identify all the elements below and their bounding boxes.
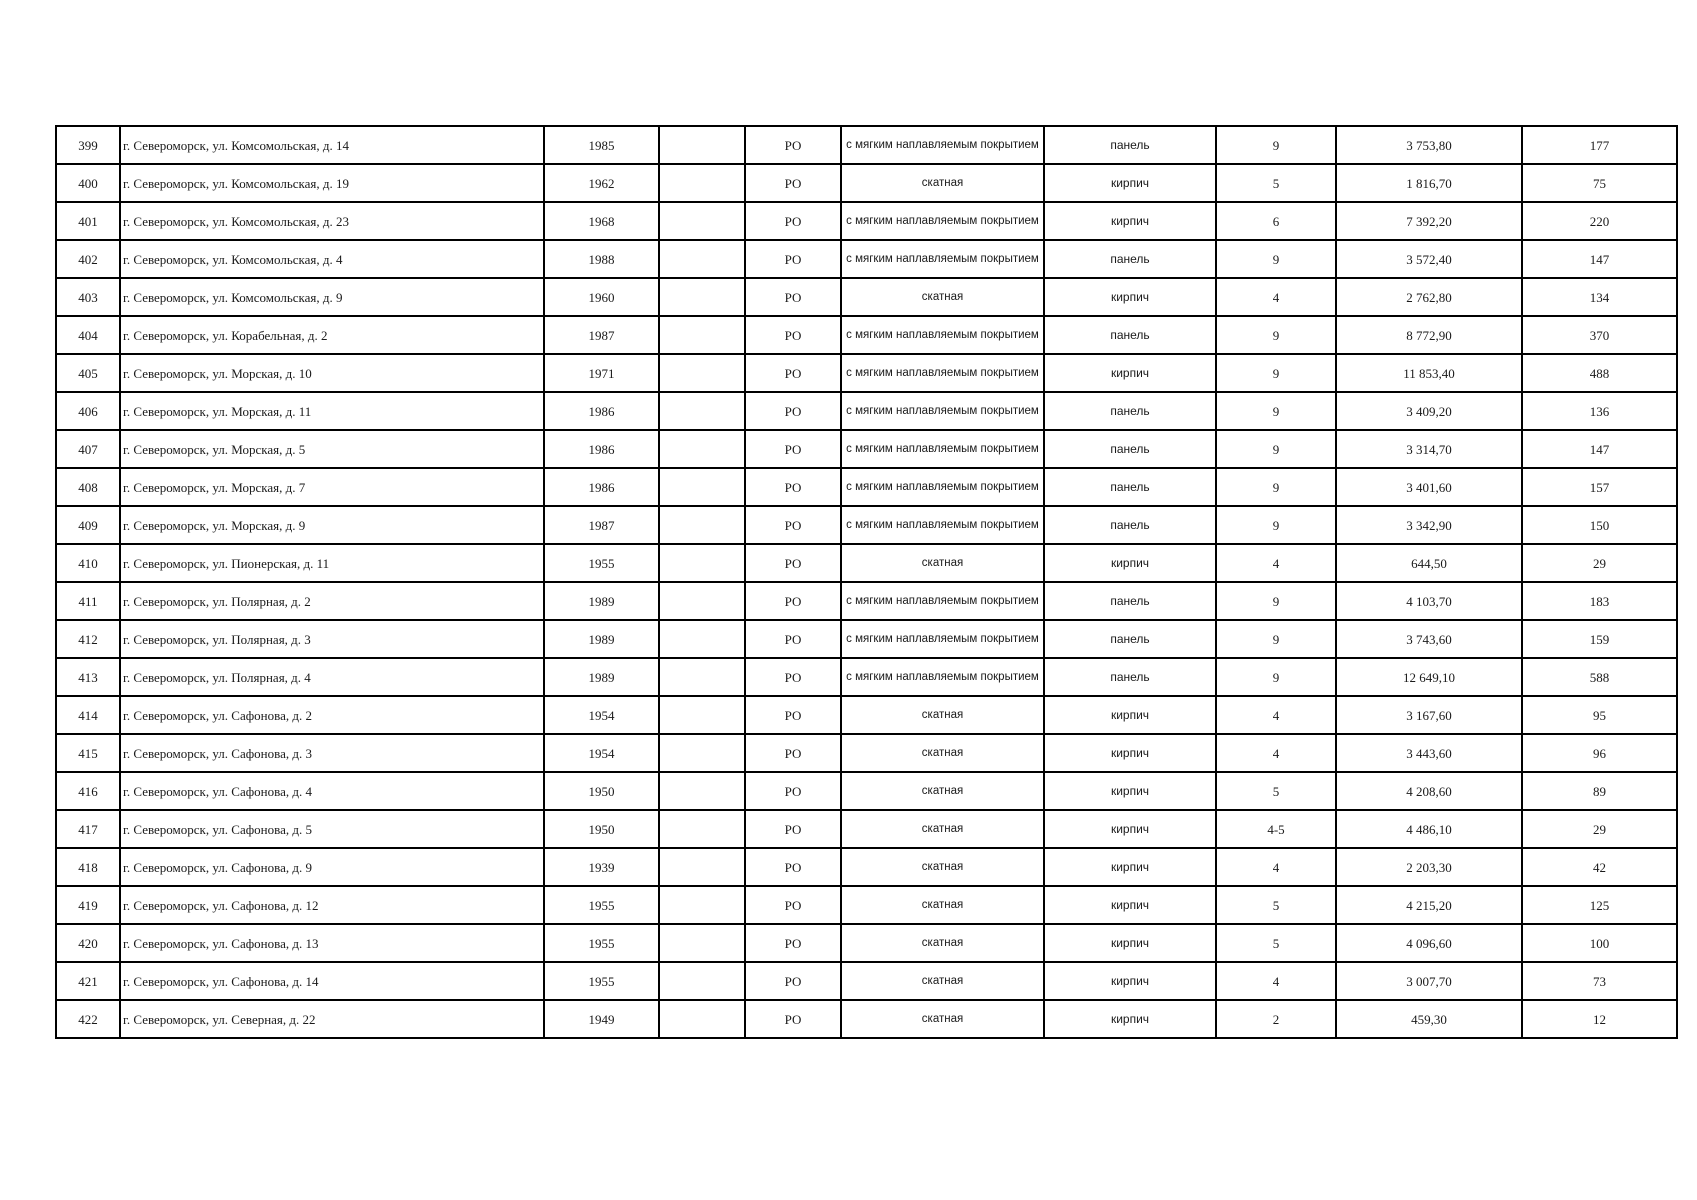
program-cell: РО: [745, 316, 841, 354]
residents-cell: 147: [1522, 430, 1677, 468]
wall-material-cell: панель: [1044, 240, 1216, 278]
address-cell: г. Североморск, ул. Морская, д. 5: [120, 430, 544, 468]
area-cell: 3 167,60: [1336, 696, 1522, 734]
program-cell: РО: [745, 848, 841, 886]
residents-cell: 150: [1522, 506, 1677, 544]
area-cell: 4 215,20: [1336, 886, 1522, 924]
wall-material-cell: кирпич: [1044, 696, 1216, 734]
year-built-cell: 1955: [544, 962, 659, 1000]
empty-cell: [659, 240, 745, 278]
wall-material-cell: панель: [1044, 430, 1216, 468]
year-built-cell: 1950: [544, 772, 659, 810]
row-number-cell: 414: [56, 696, 120, 734]
wall-material-cell: кирпич: [1044, 962, 1216, 1000]
wall-material-cell: кирпич: [1044, 734, 1216, 772]
wall-material-cell: кирпич: [1044, 886, 1216, 924]
table-row: [56, 658, 1677, 696]
year-built-cell: 1954: [544, 734, 659, 772]
empty-cell: [659, 126, 745, 164]
table-row: [56, 810, 1677, 848]
area-cell: 644,50: [1336, 544, 1522, 582]
program-cell: РО: [745, 924, 841, 962]
wall-material-cell: панель: [1044, 582, 1216, 620]
year-built-cell: 1986: [544, 430, 659, 468]
wall-material-cell: кирпич: [1044, 924, 1216, 962]
empty-cell: [659, 582, 745, 620]
program-cell: РО: [745, 392, 841, 430]
year-built-cell: 1949: [544, 1000, 659, 1038]
roof-type-cell: с мягким наплавляемым покрытием: [841, 354, 1044, 392]
area-cell: 3 743,60: [1336, 620, 1522, 658]
program-cell: РО: [745, 696, 841, 734]
floors-cell: 9: [1216, 240, 1336, 278]
area-cell: 4 208,60: [1336, 772, 1522, 810]
floors-cell: 9: [1216, 658, 1336, 696]
roof-type-cell: скатная: [841, 696, 1044, 734]
row-number-cell: 422: [56, 1000, 120, 1038]
wall-material-cell: кирпич: [1044, 848, 1216, 886]
floors-cell: 9: [1216, 620, 1336, 658]
floors-cell: 9: [1216, 468, 1336, 506]
area-cell: 1 816,70: [1336, 164, 1522, 202]
empty-cell: [659, 468, 745, 506]
address-cell: г. Североморск, ул. Морская, д. 11: [120, 392, 544, 430]
residents-cell: 100: [1522, 924, 1677, 962]
program-cell: РО: [745, 202, 841, 240]
residents-cell: 95: [1522, 696, 1677, 734]
roof-type-cell: скатная: [841, 278, 1044, 316]
empty-cell: [659, 1000, 745, 1038]
row-number-cell: 407: [56, 430, 120, 468]
floors-cell: 4: [1216, 848, 1336, 886]
empty-cell: [659, 772, 745, 810]
table-row: [56, 924, 1677, 962]
empty-cell: [659, 620, 745, 658]
year-built-cell: 1971: [544, 354, 659, 392]
row-number-cell: 411: [56, 582, 120, 620]
floors-cell: 4: [1216, 544, 1336, 582]
table-row: [56, 620, 1677, 658]
program-cell: РО: [745, 772, 841, 810]
floors-cell: 9: [1216, 506, 1336, 544]
residents-cell: 75: [1522, 164, 1677, 202]
empty-cell: [659, 544, 745, 582]
program-cell: РО: [745, 620, 841, 658]
area-cell: 459,30: [1336, 1000, 1522, 1038]
year-built-cell: 1986: [544, 468, 659, 506]
row-number-cell: 409: [56, 506, 120, 544]
program-cell: РО: [745, 658, 841, 696]
wall-material-cell: кирпич: [1044, 278, 1216, 316]
year-built-cell: 1955: [544, 544, 659, 582]
area-cell: 4 096,60: [1336, 924, 1522, 962]
year-built-cell: 1989: [544, 582, 659, 620]
roof-type-cell: с мягким наплавляемым покрытием: [841, 316, 1044, 354]
table-row: [56, 696, 1677, 734]
floors-cell: 9: [1216, 316, 1336, 354]
address-cell: г. Североморск, ул. Морская, д. 10: [120, 354, 544, 392]
housing-register-table: [55, 125, 1678, 1039]
year-built-cell: 1988: [544, 240, 659, 278]
program-cell: РО: [745, 886, 841, 924]
row-number-cell: 416: [56, 772, 120, 810]
roof-type-cell: с мягким наплавляемым покрытием: [841, 392, 1044, 430]
roof-type-cell: с мягким наплавляемым покрытием: [841, 582, 1044, 620]
table-row: [56, 962, 1677, 1000]
table-row: [56, 468, 1677, 506]
wall-material-cell: панель: [1044, 126, 1216, 164]
empty-cell: [659, 430, 745, 468]
table-row: [56, 544, 1677, 582]
area-cell: 3 753,80: [1336, 126, 1522, 164]
roof-type-cell: с мягким наплавляемым покрытием: [841, 506, 1044, 544]
address-cell: г. Североморск, ул. Сафонова, д. 4: [120, 772, 544, 810]
empty-cell: [659, 658, 745, 696]
floors-cell: 5: [1216, 924, 1336, 962]
row-number-cell: 415: [56, 734, 120, 772]
table-row: [56, 354, 1677, 392]
wall-material-cell: панель: [1044, 392, 1216, 430]
row-number-cell: 402: [56, 240, 120, 278]
area-cell: 3 572,40: [1336, 240, 1522, 278]
roof-type-cell: с мягким наплавляемым покрытием: [841, 468, 1044, 506]
area-cell: 3 401,60: [1336, 468, 1522, 506]
address-cell: г. Североморск, ул. Полярная, д. 2: [120, 582, 544, 620]
area-cell: 12 649,10: [1336, 658, 1522, 696]
empty-cell: [659, 696, 745, 734]
roof-type-cell: скатная: [841, 164, 1044, 202]
year-built-cell: 1989: [544, 658, 659, 696]
table-row: [56, 734, 1677, 772]
table-row: [56, 506, 1677, 544]
roof-type-cell: скатная: [841, 772, 1044, 810]
row-number-cell: 406: [56, 392, 120, 430]
row-number-cell: 418: [56, 848, 120, 886]
program-cell: РО: [745, 278, 841, 316]
row-number-cell: 413: [56, 658, 120, 696]
area-cell: 7 392,20: [1336, 202, 1522, 240]
floors-cell: 6: [1216, 202, 1336, 240]
area-cell: 3 007,70: [1336, 962, 1522, 1000]
empty-cell: [659, 962, 745, 1000]
program-cell: РО: [745, 506, 841, 544]
roof-type-cell: с мягким наплавляемым покрытием: [841, 658, 1044, 696]
address-cell: г. Североморск, ул. Морская, д. 9: [120, 506, 544, 544]
area-cell: 4 103,70: [1336, 582, 1522, 620]
wall-material-cell: панель: [1044, 658, 1216, 696]
row-number-cell: 419: [56, 886, 120, 924]
program-cell: РО: [745, 240, 841, 278]
residents-cell: 125: [1522, 886, 1677, 924]
residents-cell: 177: [1522, 126, 1677, 164]
row-number-cell: 420: [56, 924, 120, 962]
year-built-cell: 1986: [544, 392, 659, 430]
empty-cell: [659, 392, 745, 430]
row-number-cell: 417: [56, 810, 120, 848]
program-cell: РО: [745, 430, 841, 468]
roof-type-cell: скатная: [841, 886, 1044, 924]
row-number-cell: 403: [56, 278, 120, 316]
residents-cell: 29: [1522, 810, 1677, 848]
area-cell: 11 853,40: [1336, 354, 1522, 392]
table-row: [56, 430, 1677, 468]
year-built-cell: 1985: [544, 126, 659, 164]
area-cell: 2 762,80: [1336, 278, 1522, 316]
address-cell: г. Североморск, ул. Комсомольская, д. 9: [120, 278, 544, 316]
roof-type-cell: с мягким наплавляемым покрытием: [841, 620, 1044, 658]
floors-cell: 4-5: [1216, 810, 1336, 848]
address-cell: г. Североморск, ул. Корабельная, д. 2: [120, 316, 544, 354]
floors-cell: 4: [1216, 696, 1336, 734]
year-built-cell: 1987: [544, 506, 659, 544]
roof-type-cell: с мягким наплавляемым покрытием: [841, 240, 1044, 278]
roof-type-cell: скатная: [841, 848, 1044, 886]
address-cell: г. Североморск, ул. Комсомольская, д. 19: [120, 164, 544, 202]
roof-type-cell: скатная: [841, 810, 1044, 848]
address-cell: г. Североморск, ул. Полярная, д. 4: [120, 658, 544, 696]
area-cell: 8 772,90: [1336, 316, 1522, 354]
program-cell: РО: [745, 962, 841, 1000]
address-cell: г. Североморск, ул. Морская, д. 7: [120, 468, 544, 506]
wall-material-cell: кирпич: [1044, 544, 1216, 582]
floors-cell: 9: [1216, 126, 1336, 164]
empty-cell: [659, 924, 745, 962]
floors-cell: 2: [1216, 1000, 1336, 1038]
empty-cell: [659, 354, 745, 392]
area-cell: 4 486,10: [1336, 810, 1522, 848]
wall-material-cell: кирпич: [1044, 772, 1216, 810]
program-cell: РО: [745, 734, 841, 772]
row-number-cell: 421: [56, 962, 120, 1000]
year-built-cell: 1954: [544, 696, 659, 734]
wall-material-cell: кирпич: [1044, 164, 1216, 202]
residents-cell: 73: [1522, 962, 1677, 1000]
table-row: [56, 278, 1677, 316]
roof-type-cell: скатная: [841, 962, 1044, 1000]
empty-cell: [659, 202, 745, 240]
year-built-cell: 1955: [544, 886, 659, 924]
address-cell: г. Североморск, ул. Сафонова, д. 13: [120, 924, 544, 962]
program-cell: РО: [745, 810, 841, 848]
program-cell: РО: [745, 126, 841, 164]
residents-cell: 488: [1522, 354, 1677, 392]
roof-type-cell: с мягким наплавляемым покрытием: [841, 202, 1044, 240]
floors-cell: 9: [1216, 354, 1336, 392]
program-cell: РО: [745, 582, 841, 620]
wall-material-cell: кирпич: [1044, 1000, 1216, 1038]
empty-cell: [659, 506, 745, 544]
roof-type-cell: с мягким наплавляемым покрытием: [841, 126, 1044, 164]
floors-cell: 5: [1216, 772, 1336, 810]
floors-cell: 4: [1216, 962, 1336, 1000]
address-cell: г. Североморск, ул. Сафонова, д. 3: [120, 734, 544, 772]
residents-cell: 96: [1522, 734, 1677, 772]
floors-cell: 9: [1216, 430, 1336, 468]
wall-material-cell: панель: [1044, 506, 1216, 544]
floors-cell: 5: [1216, 886, 1336, 924]
address-cell: г. Североморск, ул. Северная, д. 22: [120, 1000, 544, 1038]
residents-cell: 159: [1522, 620, 1677, 658]
roof-type-cell: скатная: [841, 734, 1044, 772]
table-row: [56, 240, 1677, 278]
table-row: [56, 164, 1677, 202]
table-row: [56, 392, 1677, 430]
address-cell: г. Североморск, ул. Пионерская, д. 11: [120, 544, 544, 582]
year-built-cell: 1960: [544, 278, 659, 316]
residents-cell: 183: [1522, 582, 1677, 620]
address-cell: г. Североморск, ул. Сафонова, д. 2: [120, 696, 544, 734]
area-cell: 3 342,90: [1336, 506, 1522, 544]
row-number-cell: 400: [56, 164, 120, 202]
table-row: [56, 886, 1677, 924]
year-built-cell: 1968: [544, 202, 659, 240]
address-cell: г. Североморск, ул. Полярная, д. 3: [120, 620, 544, 658]
residents-cell: 147: [1522, 240, 1677, 278]
row-number-cell: 399: [56, 126, 120, 164]
year-built-cell: 1987: [544, 316, 659, 354]
wall-material-cell: кирпич: [1044, 810, 1216, 848]
floors-cell: 4: [1216, 734, 1336, 772]
year-built-cell: 1939: [544, 848, 659, 886]
residents-cell: 12: [1522, 1000, 1677, 1038]
roof-type-cell: скатная: [841, 924, 1044, 962]
wall-material-cell: панель: [1044, 316, 1216, 354]
floors-cell: 4: [1216, 278, 1336, 316]
address-cell: г. Североморск, ул. Сафонова, д. 14: [120, 962, 544, 1000]
row-number-cell: 404: [56, 316, 120, 354]
residents-cell: 89: [1522, 772, 1677, 810]
floors-cell: 9: [1216, 582, 1336, 620]
area-cell: 3 314,70: [1336, 430, 1522, 468]
program-cell: РО: [745, 354, 841, 392]
table-row: [56, 772, 1677, 810]
table-row: [56, 316, 1677, 354]
address-cell: г. Североморск, ул. Комсомольская, д. 14: [120, 126, 544, 164]
empty-cell: [659, 810, 745, 848]
row-number-cell: 410: [56, 544, 120, 582]
table-row: [56, 1000, 1677, 1038]
empty-cell: [659, 848, 745, 886]
wall-material-cell: кирпич: [1044, 354, 1216, 392]
wall-material-cell: панель: [1044, 620, 1216, 658]
residents-cell: 588: [1522, 658, 1677, 696]
year-built-cell: 1962: [544, 164, 659, 202]
residents-cell: 29: [1522, 544, 1677, 582]
program-cell: РО: [745, 468, 841, 506]
residents-cell: 42: [1522, 848, 1677, 886]
program-cell: РО: [745, 1000, 841, 1038]
empty-cell: [659, 734, 745, 772]
roof-type-cell: скатная: [841, 544, 1044, 582]
empty-cell: [659, 886, 745, 924]
program-cell: РО: [745, 544, 841, 582]
empty-cell: [659, 278, 745, 316]
program-cell: РО: [745, 164, 841, 202]
floors-cell: 9: [1216, 392, 1336, 430]
residents-cell: 157: [1522, 468, 1677, 506]
area-cell: 3 409,20: [1336, 392, 1522, 430]
row-number-cell: 401: [56, 202, 120, 240]
address-cell: г. Североморск, ул. Сафонова, д. 5: [120, 810, 544, 848]
residents-cell: 134: [1522, 278, 1677, 316]
year-built-cell: 1989: [544, 620, 659, 658]
address-cell: г. Североморск, ул. Сафонова, д. 12: [120, 886, 544, 924]
address-cell: г. Североморск, ул. Комсомольская, д. 23: [120, 202, 544, 240]
empty-cell: [659, 316, 745, 354]
empty-cell: [659, 164, 745, 202]
roof-type-cell: скатная: [841, 1000, 1044, 1038]
residents-cell: 370: [1522, 316, 1677, 354]
table-row: [56, 582, 1677, 620]
table-row: [56, 126, 1677, 164]
area-cell: 3 443,60: [1336, 734, 1522, 772]
wall-material-cell: кирпич: [1044, 202, 1216, 240]
row-number-cell: 405: [56, 354, 120, 392]
roof-type-cell: с мягким наплавляемым покрытием: [841, 430, 1044, 468]
residents-cell: 220: [1522, 202, 1677, 240]
table-row: [56, 202, 1677, 240]
year-built-cell: 1950: [544, 810, 659, 848]
wall-material-cell: панель: [1044, 468, 1216, 506]
row-number-cell: 412: [56, 620, 120, 658]
year-built-cell: 1955: [544, 924, 659, 962]
address-cell: г. Североморск, ул. Сафонова, д. 9: [120, 848, 544, 886]
area-cell: 2 203,30: [1336, 848, 1522, 886]
address-cell: г. Североморск, ул. Комсомольская, д. 4: [120, 240, 544, 278]
row-number-cell: 408: [56, 468, 120, 506]
residents-cell: 136: [1522, 392, 1677, 430]
table-row: [56, 848, 1677, 886]
floors-cell: 5: [1216, 164, 1336, 202]
